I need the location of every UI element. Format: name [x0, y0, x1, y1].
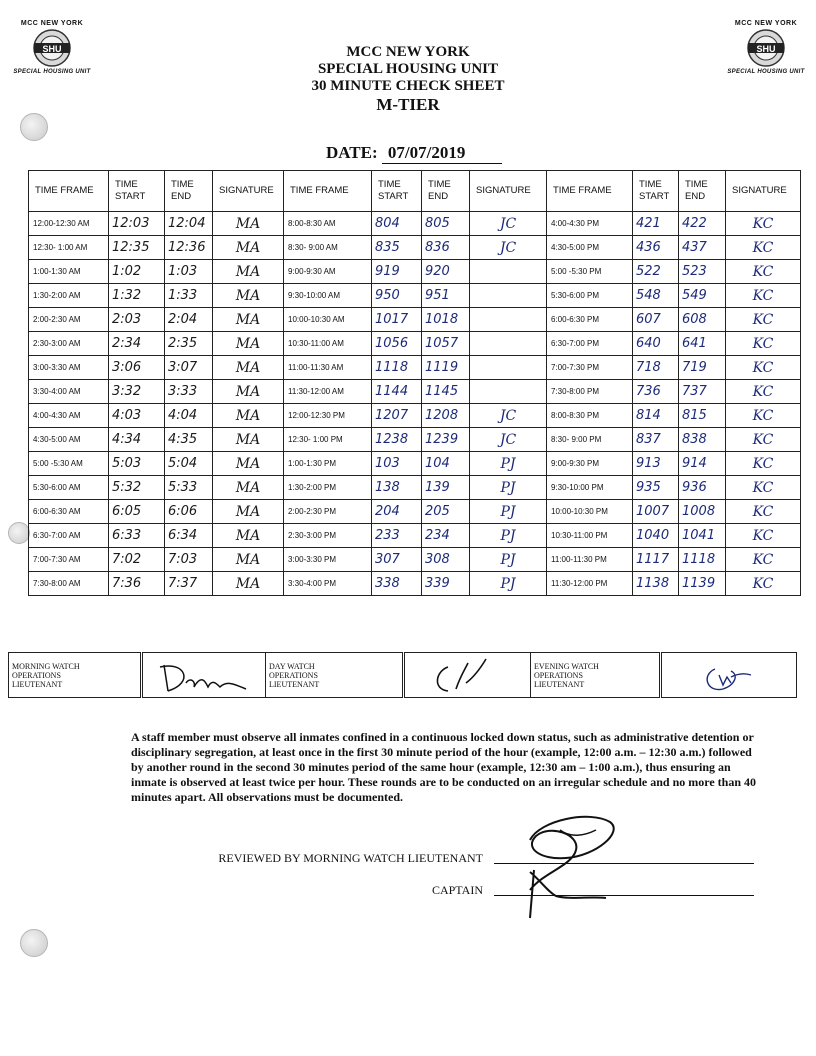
logo-top-text: MCC NEW YORK — [20, 20, 84, 27]
time-start-cell: 837 — [633, 428, 679, 452]
time-frame-cell: 12:00-12:30 PM — [284, 404, 372, 428]
table-row — [29, 524, 801, 548]
time-frame-cell: 11:00-11:30 PM — [547, 548, 633, 572]
time-end-cell: 7:03 — [165, 548, 213, 572]
column-header: TIME START — [109, 171, 165, 212]
signature-cell: MA — [213, 308, 284, 332]
signature-cell: MA — [213, 404, 284, 428]
time-start-cell: 814 — [633, 404, 679, 428]
table-header-row — [29, 171, 801, 212]
signature-cell — [470, 356, 547, 380]
logo-bottom-text: SPECIAL HOUSING UNIT — [727, 69, 805, 75]
time-start-cell: 1017 — [372, 308, 422, 332]
time-frame-cell: 11:00-11:30 AM — [284, 356, 372, 380]
signature-cell: MA — [213, 284, 284, 308]
time-start-cell: 6:33 — [109, 524, 165, 548]
time-end-cell: 523 — [679, 260, 726, 284]
time-end-cell: 7:37 — [165, 572, 213, 596]
time-end-cell: 4:35 — [165, 428, 213, 452]
time-end-cell: 2:04 — [165, 308, 213, 332]
time-start-cell: 204 — [372, 500, 422, 524]
time-start-cell: 913 — [633, 452, 679, 476]
time-frame-cell: 7:30-8:00 PM — [547, 380, 633, 404]
table-row — [29, 452, 801, 476]
time-frame-cell: 12:00-12:30 AM — [29, 212, 109, 236]
signature-cell: KC — [726, 572, 801, 596]
time-frame-cell: 5:30-6:00 AM — [29, 476, 109, 500]
time-end-cell: 6:06 — [165, 500, 213, 524]
handwritten-signature-icon — [665, 653, 785, 695]
signature-cell: MA — [213, 500, 284, 524]
signature-cell: MA — [213, 380, 284, 404]
table-row — [29, 260, 801, 284]
time-frame-cell: 7:00-7:30 AM — [29, 548, 109, 572]
day-watch-signature — [404, 653, 531, 698]
signature-cell: MA — [213, 476, 284, 500]
time-frame-cell: 1:00-1:30 PM — [284, 452, 372, 476]
time-start-cell: 935 — [633, 476, 679, 500]
time-end-cell: 437 — [679, 236, 726, 260]
time-end-cell: 1208 — [422, 404, 470, 428]
time-end-cell: 719 — [679, 356, 726, 380]
column-header: TIME START — [633, 171, 679, 212]
time-end-cell: 836 — [422, 236, 470, 260]
time-end-cell: 1057 — [422, 332, 470, 356]
signature-cell: PJ — [470, 452, 547, 476]
time-frame-cell: 12:30- 1:00 PM — [284, 428, 372, 452]
captain-signature-icon — [500, 800, 640, 925]
signature-cell: MA — [213, 260, 284, 284]
signature-cell: PJ — [470, 500, 547, 524]
signature-cell: PJ — [470, 524, 547, 548]
time-end-cell: 549 — [679, 284, 726, 308]
column-header: TIME FRAME — [284, 171, 372, 212]
time-frame-cell: 3:30-4:00 PM — [284, 572, 372, 596]
signature-cell: MA — [213, 236, 284, 260]
time-end-cell: 1:03 — [165, 260, 213, 284]
time-end-cell: 1119 — [422, 356, 470, 380]
time-end-cell: 5:33 — [165, 476, 213, 500]
signature-cell: KC — [726, 260, 801, 284]
signature-cell: MA — [213, 572, 284, 596]
signature-cell — [470, 332, 547, 356]
signature-cell: PJ — [470, 548, 547, 572]
time-end-cell: 308 — [422, 548, 470, 572]
logo-bottom-text: SPECIAL HOUSING UNIT — [13, 69, 91, 75]
date-field — [326, 143, 502, 164]
time-frame-cell: 1:30-2:00 PM — [284, 476, 372, 500]
time-end-cell: 1145 — [422, 380, 470, 404]
table-row — [29, 500, 801, 524]
time-end-cell: 3:33 — [165, 380, 213, 404]
time-start-cell: 1007 — [633, 500, 679, 524]
logo-emblem-text: SHU — [756, 44, 776, 54]
time-frame-cell: 4:30-5:00 PM — [547, 236, 633, 260]
date-label: DATE: — [326, 143, 378, 162]
time-frame-cell: 6:00-6:30 PM — [547, 308, 633, 332]
signature-cell: KC — [726, 332, 801, 356]
time-end-cell: 936 — [679, 476, 726, 500]
signature-cell — [470, 380, 547, 404]
time-end-cell: 805 — [422, 212, 470, 236]
time-start-cell: 548 — [633, 284, 679, 308]
column-header: TIME END — [165, 171, 213, 212]
handwritten-signature-icon — [408, 653, 528, 695]
time-end-cell: 815 — [679, 404, 726, 428]
time-start-cell: 835 — [372, 236, 422, 260]
time-end-cell: 5:04 — [165, 452, 213, 476]
evening-watch-label: EVENING WATCH OPERATIONS LIEUTENANT — [531, 653, 661, 698]
column-header: TIME END — [679, 171, 726, 212]
time-end-cell: 1118 — [679, 548, 726, 572]
table-row — [29, 548, 801, 572]
time-frame-cell: 6:30-7:00 PM — [547, 332, 633, 356]
title-line-2: SPECIAL HOUSING UNIT — [317, 61, 499, 77]
time-start-cell: 4:34 — [109, 428, 165, 452]
time-start-cell: 1:32 — [109, 284, 165, 308]
table-row — [29, 356, 801, 380]
time-start-cell: 12:03 — [109, 212, 165, 236]
signature-cell — [470, 308, 547, 332]
signature-cell: KC — [726, 452, 801, 476]
signature-cell: KC — [726, 356, 801, 380]
time-start-cell: 3:32 — [109, 380, 165, 404]
time-start-cell: 12:35 — [109, 236, 165, 260]
time-end-cell: 4:04 — [165, 404, 213, 428]
time-end-cell: 641 — [679, 332, 726, 356]
time-frame-cell: 4:00-4:30 PM — [547, 212, 633, 236]
document-title — [0, 44, 816, 115]
time-end-cell: 1239 — [422, 428, 470, 452]
time-start-cell: 919 — [372, 260, 422, 284]
time-frame-cell: 8:00-8:30 PM — [547, 404, 633, 428]
signature-cell: MA — [213, 452, 284, 476]
time-start-cell: 233 — [372, 524, 422, 548]
column-header: SIGNATURE — [470, 171, 547, 212]
time-start-cell: 338 — [372, 572, 422, 596]
signature-cell: KC — [726, 476, 801, 500]
time-start-cell: 1056 — [372, 332, 422, 356]
title-line-3: 30 MINUTE CHECK SHEET — [311, 78, 505, 94]
time-frame-cell: 5:30-6:00 PM — [547, 284, 633, 308]
time-end-cell: 2:35 — [165, 332, 213, 356]
time-start-cell: 522 — [633, 260, 679, 284]
morning-watch-label: MORNING WATCH OPERATIONS LIEUTENANT — [9, 653, 142, 698]
table-row — [29, 476, 801, 500]
lieutenant-signature-table — [8, 652, 797, 698]
time-start-cell: 640 — [633, 332, 679, 356]
time-frame-cell: 4:00-4:30 AM — [29, 404, 109, 428]
signature-cell: KC — [726, 212, 801, 236]
time-start-cell: 1:02 — [109, 260, 165, 284]
time-start-cell: 307 — [372, 548, 422, 572]
signature-cell: KC — [726, 380, 801, 404]
time-start-cell: 5:03 — [109, 452, 165, 476]
time-end-cell: 139 — [422, 476, 470, 500]
time-end-cell: 737 — [679, 380, 726, 404]
signature-cell: MA — [213, 548, 284, 572]
logo-emblem-text: SHU — [42, 44, 62, 54]
signature-cell: KC — [726, 308, 801, 332]
time-start-cell: 5:32 — [109, 476, 165, 500]
time-start-cell: 2:03 — [109, 308, 165, 332]
date-value: 07/07/2019 — [382, 143, 502, 164]
time-start-cell: 718 — [633, 356, 679, 380]
title-line-1: MCC NEW YORK — [346, 44, 470, 60]
table-row — [29, 236, 801, 260]
signature-cell: JC — [470, 428, 547, 452]
time-start-cell: 804 — [372, 212, 422, 236]
time-end-cell: 1139 — [679, 572, 726, 596]
table-row — [29, 404, 801, 428]
time-end-cell: 104 — [422, 452, 470, 476]
time-end-cell: 1:33 — [165, 284, 213, 308]
signature-cell — [470, 260, 547, 284]
evening-watch-signature — [661, 653, 797, 698]
time-frame-cell: 10:00-10:30 PM — [547, 500, 633, 524]
time-frame-cell: 10:00-10:30 AM — [284, 308, 372, 332]
column-header: TIME START — [372, 171, 422, 212]
time-start-cell: 1207 — [372, 404, 422, 428]
time-start-cell: 1117 — [633, 548, 679, 572]
time-end-cell: 951 — [422, 284, 470, 308]
time-start-cell: 421 — [633, 212, 679, 236]
signature-cell: JC — [470, 236, 547, 260]
time-frame-cell: 2:30-3:00 AM — [29, 332, 109, 356]
column-header: TIME FRAME — [29, 171, 109, 212]
signature-cell: MA — [213, 524, 284, 548]
time-end-cell: 1008 — [679, 500, 726, 524]
column-header: TIME FRAME — [547, 171, 633, 212]
time-frame-cell: 7:30-8:00 AM — [29, 572, 109, 596]
observation-policy-notice: A staff member must observe all inmates confined in a continuous locked down status, such as administrative detention or disciplinary segregation, at least once in the first 30 minute period of the hour (example, 12:00 a.m. – 12:30 a.m.) followed by another round in the second 30 minutes period of the same hour (example, 12:30 am – 1:00 a.m.), thus ensuring an inmate is observed at least twice per hour. These rounds are to be conducted on an irregular schedule and no more than 40 minutes apart. All observations must be documented. — [131, 730, 757, 804]
signature-cell: MA — [213, 332, 284, 356]
time-start-cell: 7:02 — [109, 548, 165, 572]
time-end-cell: 608 — [679, 308, 726, 332]
table-row — [29, 308, 801, 332]
table-row — [29, 572, 801, 596]
time-frame-cell: 6:30-7:00 AM — [29, 524, 109, 548]
time-end-cell: 12:04 — [165, 212, 213, 236]
time-start-cell: 607 — [633, 308, 679, 332]
punch-hole — [20, 929, 48, 957]
signature-cell: PJ — [470, 572, 547, 596]
time-frame-cell: 5:00 -5:30 PM — [547, 260, 633, 284]
morning-watch-signature — [142, 653, 266, 698]
signature-cell: JC — [470, 212, 547, 236]
column-header: SIGNATURE — [726, 171, 801, 212]
time-frame-cell: 8:00-8:30 AM — [284, 212, 372, 236]
signature-cell: JC — [470, 404, 547, 428]
time-end-cell: 3:07 — [165, 356, 213, 380]
time-end-cell: 12:36 — [165, 236, 213, 260]
time-start-cell: 6:05 — [109, 500, 165, 524]
signature-cell: KC — [726, 500, 801, 524]
signature-cell: KC — [726, 548, 801, 572]
time-start-cell: 1138 — [633, 572, 679, 596]
time-frame-cell: 9:30-10:00 PM — [547, 476, 633, 500]
time-end-cell: 914 — [679, 452, 726, 476]
time-frame-cell: 11:30-12:00 PM — [547, 572, 633, 596]
time-start-cell: 1144 — [372, 380, 422, 404]
time-frame-cell: 2:00-2:30 PM — [284, 500, 372, 524]
time-frame-cell: 9:30-10:00 AM — [284, 284, 372, 308]
captain-label: CAPTAIN — [431, 883, 483, 897]
signature-cell: PJ — [470, 476, 547, 500]
signature-cell: MA — [213, 356, 284, 380]
table-row — [29, 332, 801, 356]
time-frame-cell: 9:00-9:30 AM — [284, 260, 372, 284]
time-frame-cell: 9:00-9:30 PM — [547, 452, 633, 476]
time-frame-cell: 3:00-3:30 AM — [29, 356, 109, 380]
time-start-cell: 736 — [633, 380, 679, 404]
time-frame-cell: 6:00-6:30 AM — [29, 500, 109, 524]
time-frame-cell: 5:00 -5:30 AM — [29, 452, 109, 476]
punch-hole — [8, 522, 30, 544]
time-frame-cell: 8:30- 9:00 AM — [284, 236, 372, 260]
time-start-cell: 2:34 — [109, 332, 165, 356]
time-end-cell: 1041 — [679, 524, 726, 548]
time-start-cell: 950 — [372, 284, 422, 308]
time-start-cell: 138 — [372, 476, 422, 500]
table-row — [29, 212, 801, 236]
time-frame-cell: 1:30-2:00 AM — [29, 284, 109, 308]
time-end-cell: 234 — [422, 524, 470, 548]
time-frame-cell: 10:30-11:00 AM — [284, 332, 372, 356]
handwritten-signature-icon — [146, 653, 266, 695]
signature-cell: KC — [726, 236, 801, 260]
time-start-cell: 4:03 — [109, 404, 165, 428]
column-header: SIGNATURE — [213, 171, 284, 212]
title-tier: M-TIER — [376, 95, 440, 114]
time-end-cell: 6:34 — [165, 524, 213, 548]
time-end-cell: 920 — [422, 260, 470, 284]
time-frame-cell: 2:00-2:30 AM — [29, 308, 109, 332]
time-end-cell: 205 — [422, 500, 470, 524]
time-frame-cell: 11:30-12:00 AM — [284, 380, 372, 404]
check-sheet-table — [28, 170, 801, 596]
signature-cell — [470, 284, 547, 308]
time-end-cell: 1018 — [422, 308, 470, 332]
signature-cell: KC — [726, 404, 801, 428]
table-row — [29, 380, 801, 404]
punch-hole — [20, 113, 48, 141]
signature-cell: MA — [213, 428, 284, 452]
time-start-cell: 103 — [372, 452, 422, 476]
logo-top-text: MCC NEW YORK — [734, 20, 798, 27]
signature-cell: KC — [726, 428, 801, 452]
time-frame-cell: 7:00-7:30 PM — [547, 356, 633, 380]
time-start-cell: 436 — [633, 236, 679, 260]
time-start-cell: 3:06 — [109, 356, 165, 380]
column-header: TIME END — [422, 171, 470, 212]
time-start-cell: 1040 — [633, 524, 679, 548]
reviewed-by-label: REVIEWED BY MORNING WATCH LIEUTENANT — [218, 851, 483, 865]
time-end-cell: 339 — [422, 572, 470, 596]
signature-cell: KC — [726, 524, 801, 548]
time-end-cell: 422 — [679, 212, 726, 236]
time-frame-cell: 1:00-1:30 AM — [29, 260, 109, 284]
day-watch-label: DAY WATCH OPERATIONS LIEUTENANT — [266, 653, 404, 698]
signature-cell: MA — [213, 212, 284, 236]
time-frame-cell: 3:00-3:30 PM — [284, 548, 372, 572]
time-frame-cell: 2:30-3:00 PM — [284, 524, 372, 548]
signature-cell: KC — [726, 284, 801, 308]
time-start-cell: 1238 — [372, 428, 422, 452]
time-frame-cell: 4:30-5:00 AM — [29, 428, 109, 452]
table-row — [29, 428, 801, 452]
time-frame-cell: 12:30- 1:00 AM — [29, 236, 109, 260]
time-start-cell: 7:36 — [109, 572, 165, 596]
time-start-cell: 1118 — [372, 356, 422, 380]
time-frame-cell: 8:30- 9:00 PM — [547, 428, 633, 452]
table-row — [29, 284, 801, 308]
time-frame-cell: 10:30-11:00 PM — [547, 524, 633, 548]
time-end-cell: 838 — [679, 428, 726, 452]
time-frame-cell: 3:30-4:00 AM — [29, 380, 109, 404]
